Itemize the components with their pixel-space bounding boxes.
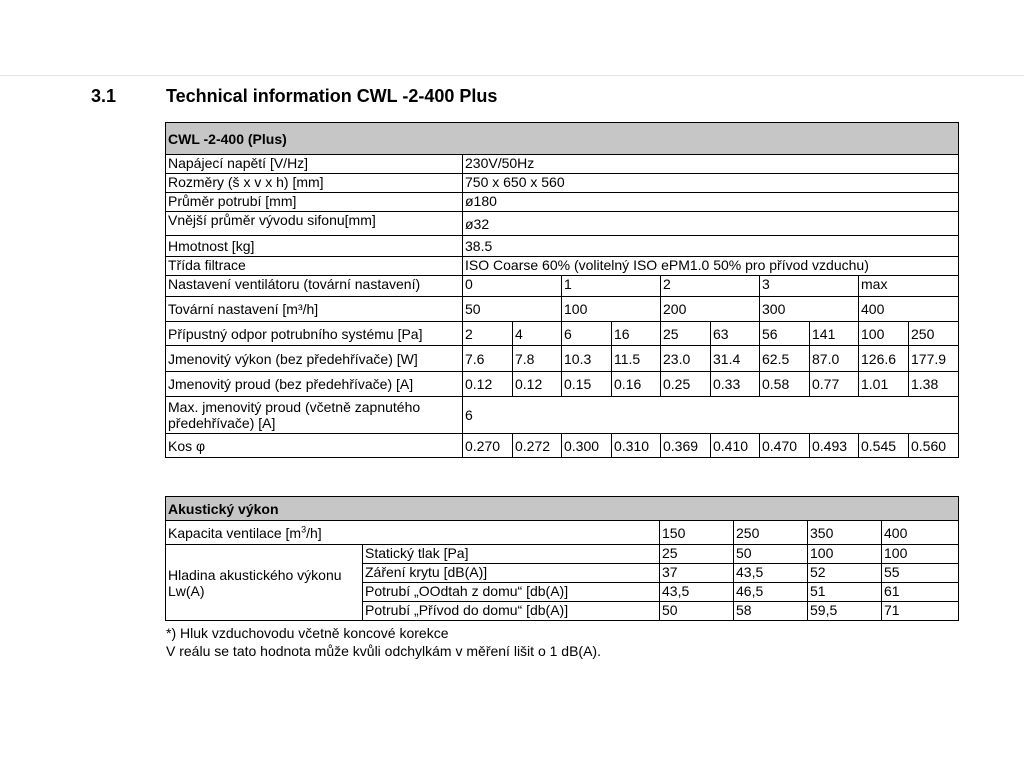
table-cell: 46,5 [734, 583, 808, 602]
row-label: Napájecí napětí [V/Hz] [166, 155, 463, 174]
table-row [166, 193, 959, 212]
table-cell: 0.545 [859, 434, 909, 458]
table-row [166, 236, 959, 257]
table-cell: 56 [760, 322, 810, 346]
page-divider [0, 75, 1024, 76]
footnote-noise: *) Hluk vzduchovodu včetně koncové korekce [166, 625, 449, 641]
table-cell: 0.25 [661, 372, 711, 397]
row-label: Hmotnost [kg] [166, 236, 463, 257]
table-cell: 0 [463, 276, 562, 297]
section-number: 3.1 [91, 86, 117, 106]
table-cell: 350 [808, 521, 882, 545]
table-cell: 2 [661, 276, 760, 297]
table-cell: 43,5 [660, 583, 734, 602]
technical-info-table [165, 122, 959, 458]
table-cell: 43,5 [734, 564, 808, 583]
table-cell: 16 [612, 322, 661, 346]
table-cell: 250 [734, 521, 808, 545]
table-cell: max [859, 276, 959, 297]
row-label: Třída filtrace [166, 257, 463, 276]
table-cell: 0.16 [612, 372, 661, 397]
table-cell: 100 [562, 297, 661, 322]
acoustic-table [165, 496, 959, 621]
capacity-label: Kapacita ventilace $[m^3/h]$ [166, 521, 660, 545]
table-cell: 1 [562, 276, 661, 297]
table-cell: 10.3 [562, 346, 612, 372]
table-cell: 300 [760, 297, 859, 322]
table-cell: 59,5 [808, 602, 882, 621]
table-cell: 62.5 [760, 346, 810, 372]
table-cell: 0.12 [513, 372, 562, 397]
table-cell: 400 [882, 521, 959, 545]
table-cell: 25 [661, 322, 711, 346]
table-cell: 3 [760, 276, 859, 297]
table-cell: 37 [660, 564, 734, 583]
table-cell: 63 [711, 322, 760, 346]
table-row [166, 212, 959, 236]
table-cell: 177.9 [909, 346, 959, 372]
table-row [166, 257, 959, 276]
row-label: Nastavení ventilátoru (tovární nastavení) [166, 276, 463, 297]
row-label: Jmenovitý výkon (bez předehřívače) [W] [166, 346, 463, 372]
table-cell: 6 [562, 322, 612, 346]
table-row [166, 434, 959, 458]
table-cell: 0.270 [463, 434, 513, 458]
table-row [166, 322, 959, 346]
table-cell: 100 [808, 545, 882, 564]
row-label: Jmenovitý proud (bez předehřívače) [A] [166, 372, 463, 397]
acoustic-group-label: Hladina akustického výkonu Lw(A) [166, 545, 363, 621]
row-value: ISO Coarse 60% (volitelný ISO ePM1.0 50% pro přívod vzduchu) [463, 257, 959, 276]
table-cell: 0.77 [810, 372, 859, 397]
row-label: Vnější průměr vývodu sifonu[mm] [166, 212, 463, 236]
table-cell: 400 [859, 297, 959, 322]
table-row [166, 276, 959, 297]
table-cell: 0.33 [711, 372, 760, 397]
table-row [166, 397, 959, 434]
table-row [166, 545, 959, 564]
table-cell: 51 [808, 583, 882, 602]
table-cell: 0.470 [760, 434, 810, 458]
table-cell: 100 [859, 322, 909, 346]
table-cell: 58 [734, 602, 808, 621]
table-cell: 1.38 [909, 372, 959, 397]
table-cell: 0.58 [760, 372, 810, 397]
table-cell: 25 [660, 545, 734, 564]
row-value: 6 [463, 397, 959, 434]
table-cell: 55 [882, 564, 959, 583]
table-row [166, 521, 959, 545]
tech-table-title: CWL -2-400 (Plus) [166, 123, 959, 155]
row-label: Statický tlak [Pa] [363, 545, 660, 564]
table-cell: 50 [463, 297, 562, 322]
table-cell: 31.4 [711, 346, 760, 372]
table-row [166, 155, 959, 174]
table-row [166, 297, 959, 322]
table-cell: 0.410 [711, 434, 760, 458]
table-cell: 7.8 [513, 346, 562, 372]
row-label: Rozměry (š x v x h) [mm] [166, 174, 463, 193]
table-cell: 0.560 [909, 434, 959, 458]
table-cell: 7.6 [463, 346, 513, 372]
row-label: Přípustný odpor potrubního systému [Pa] [166, 322, 463, 346]
table-cell: 250 [909, 322, 959, 346]
row-label: Kos φ [166, 434, 463, 458]
table-cell: 50 [734, 545, 808, 564]
row-value: ø32 [463, 212, 959, 236]
table-cell: 0.15 [562, 372, 612, 397]
table-cell: 0.310 [612, 434, 661, 458]
row-label: Potrubí „OOdtah z domu“ [db(A)] [363, 583, 660, 602]
table-cell: 52 [808, 564, 882, 583]
table-cell: 11.5 [612, 346, 661, 372]
row-label: Potrubí „Přívod do domu“ [db(A)] [363, 602, 660, 621]
table-row [166, 346, 959, 372]
acoustic-table-title: Akustický výkon [166, 497, 959, 521]
table-cell: 100 [882, 545, 959, 564]
table-cell: 200 [661, 297, 760, 322]
table-row [166, 372, 959, 397]
table-cell: 0.493 [810, 434, 859, 458]
table-cell: 0.12 [463, 372, 513, 397]
table-row [166, 174, 959, 193]
section-title: Technical information CWL -2-400 Plus [166, 86, 498, 106]
row-value: 750 x 650 x 560 [463, 174, 959, 193]
table-cell: 71 [882, 602, 959, 621]
table-cell: 0.369 [661, 434, 711, 458]
table-cell: 61 [882, 583, 959, 602]
table-cell: 141 [810, 322, 859, 346]
table-cell: 0.272 [513, 434, 562, 458]
row-label: Tovární nastavení [m³/h] [166, 297, 463, 322]
table-cell: 126.6 [859, 346, 909, 372]
footnote-deviation: V reálu se tato hodnota může kvůli odchylkám v měření lišit o 1 dB(A). [166, 643, 601, 659]
row-value: ø180 [463, 193, 959, 212]
table-cell: 0.300 [562, 434, 612, 458]
table-cell: 4 [513, 322, 562, 346]
table-cell: 2 [463, 322, 513, 346]
row-value: 38.5 [463, 236, 959, 257]
row-label: Záření krytu [dB(A)] [363, 564, 660, 583]
table-cell: 150 [660, 521, 734, 545]
row-label: Max. jmenovitý proud (včetně zapnutého předehřívače) [A] [166, 397, 463, 434]
table-cell: 50 [660, 602, 734, 621]
table-cell: 23.0 [661, 346, 711, 372]
table-cell: 1.01 [859, 372, 909, 397]
row-value: 230V/50Hz [463, 155, 959, 174]
row-label: Průměr potrubí [mm] [166, 193, 463, 212]
table-cell: 87.0 [810, 346, 859, 372]
